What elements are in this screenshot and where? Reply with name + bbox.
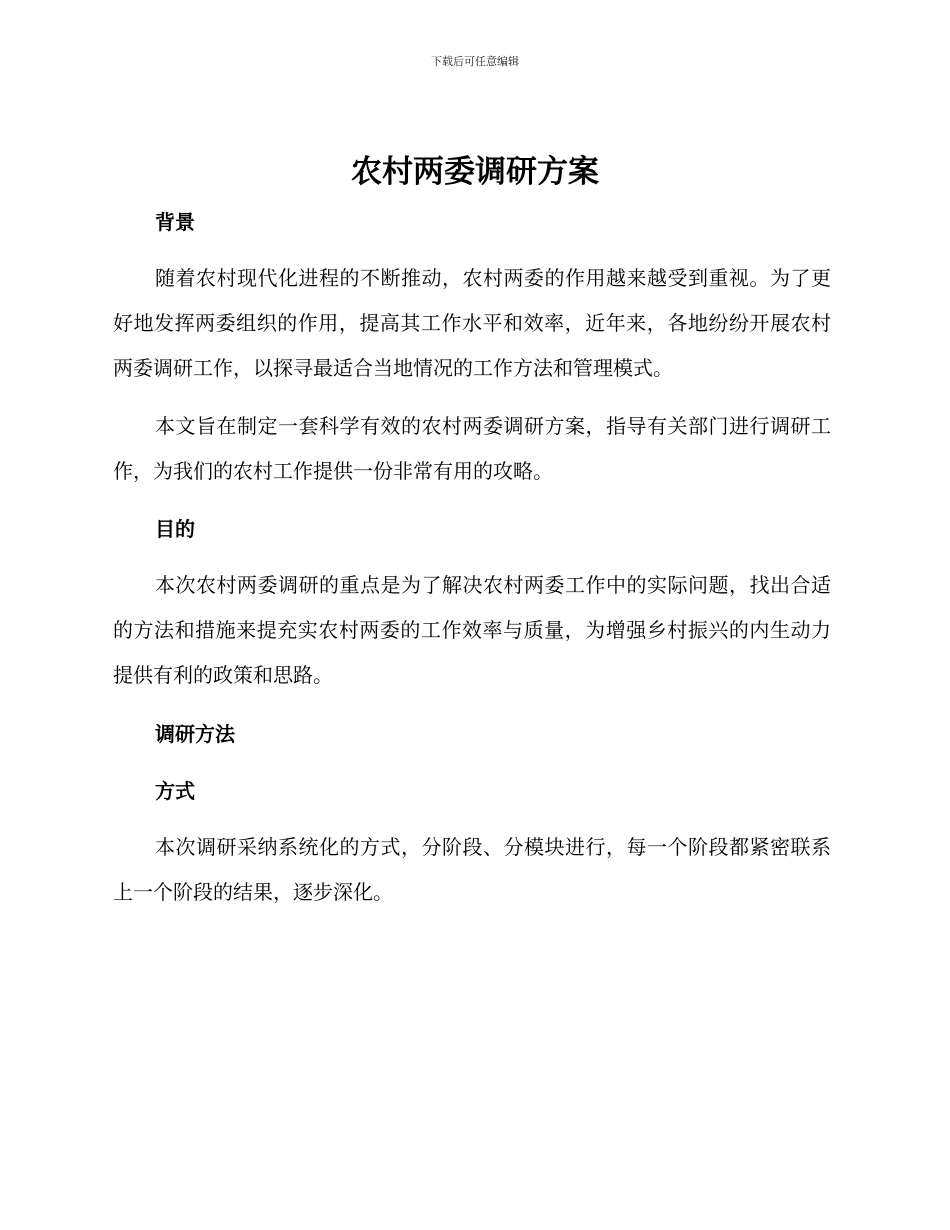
subsection-heading-approach: 方式 — [155, 779, 195, 803]
background-paragraph-2: 本文旨在制定一套科学有效的农村两委调研方案，指导有关部门进行调研工作，为我们的农村工作提供一份非常有用的攻略。 — [113, 414, 831, 483]
section-heading-background: 背景 — [155, 210, 195, 234]
page-header: 下载后可任意编辑 — [431, 55, 519, 68]
section-heading-method: 调研方法 — [155, 722, 235, 746]
purpose-paragraph-1: 本次农村两委调研的重点是为了解决农村两委工作中的实际问题，找出合适的方法和措施来提充实农村两委的工作效率与质量，为增强乡村振兴的内生动力提供有利的政策和思路。 — [113, 573, 831, 687]
approach-paragraph-1: 本次调研采纳系统化的方式，分阶段、分模块进行，每一个阶段都紧密联系上一个阶段的结果，逐步深化。 — [113, 835, 831, 904]
section-heading-purpose: 目的 — [155, 517, 195, 541]
document-title: 农村两委调研方案 — [351, 154, 599, 190]
background-paragraph-1: 随着农村现代化进程的不断推动，农村两委的作用越来越受到重视。为了更好地发挥两委组织的作用，提高其工作水平和效率，近年来，各地纷纷开展农村两委调研工作，以探寻最适合当地情况的工作方法和管理模式。 — [113, 266, 831, 380]
